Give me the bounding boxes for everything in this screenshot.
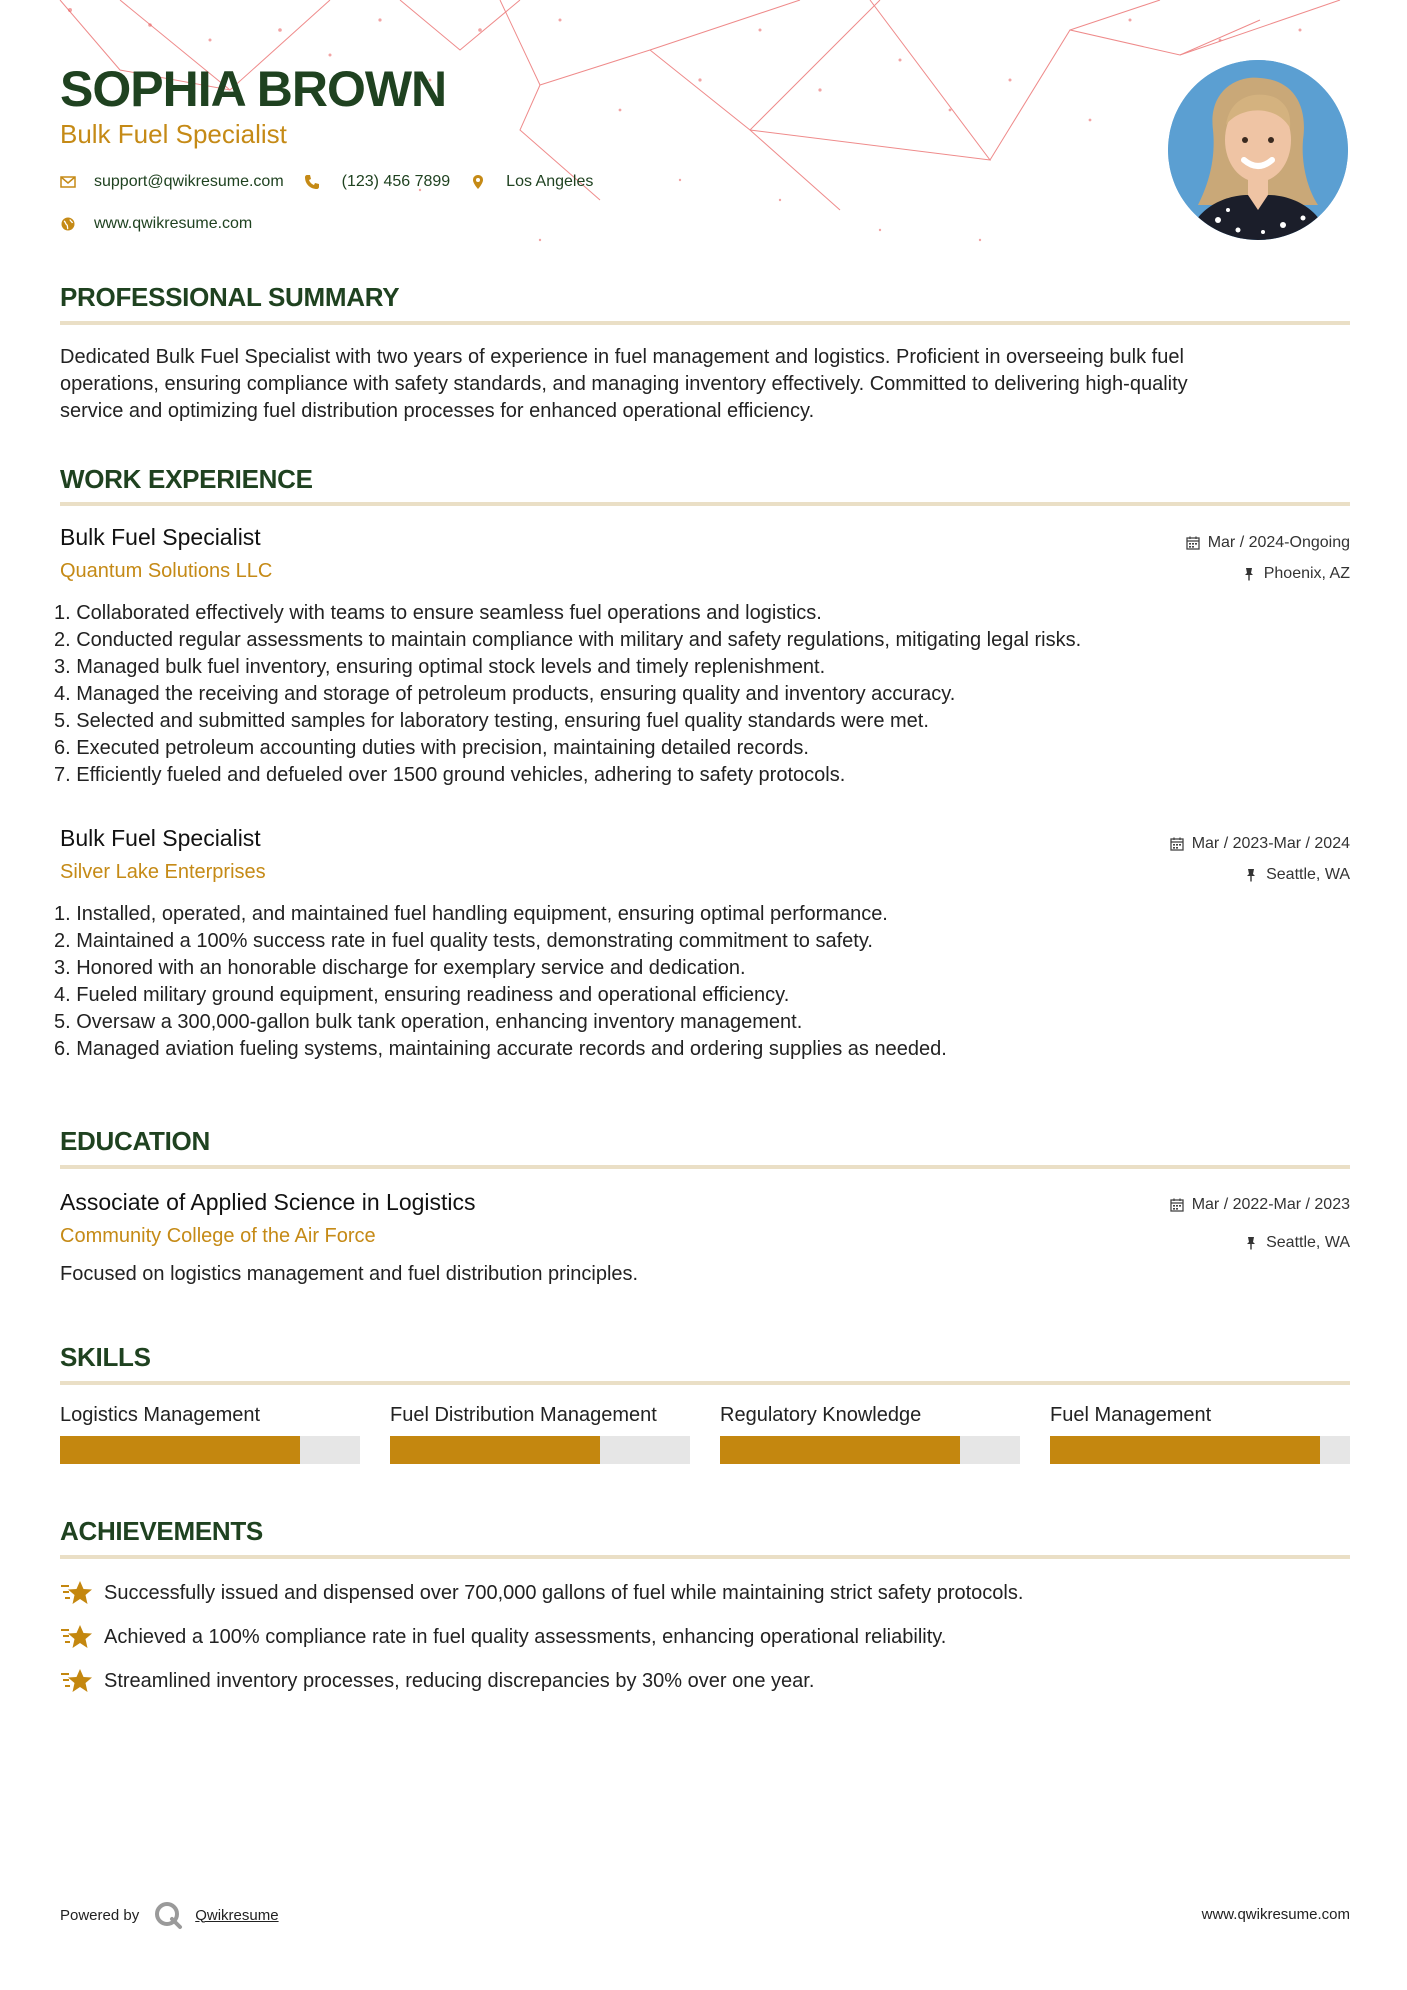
contact-website[interactable] (60, 215, 252, 233)
experience-heading: WORK EXPERIENCE (60, 464, 313, 494)
profile-photo (1168, 60, 1348, 240)
job-bullets (54, 901, 947, 1063)
contact-row-2 (60, 215, 272, 233)
job-dates (1186, 534, 1350, 552)
pushpin-icon (1242, 567, 1256, 581)
website-text: www.qwikresume.com (94, 215, 253, 232)
list-item: 3. Managed bulk fuel inventory, ensuring optimal stock levels and timely replenishment. (54, 656, 826, 678)
calendar-icon (1170, 1198, 1184, 1212)
job-location-text: Phoenix, AZ (1263, 565, 1350, 582)
list-item: 5. Selected and submitted samples for laboratory testing, ensuring fuel quality standards were met. (54, 710, 929, 732)
phone-icon (304, 174, 320, 190)
footer-url[interactable]: www.qwikresume.com (1201, 1906, 1350, 1923)
education-heading: EDUCATION (60, 1126, 210, 1156)
list-item: 1. Collaborated effectively with teams to ensure seamless fuel operations and logistics. (54, 602, 822, 624)
calendar-icon (1170, 837, 1184, 851)
skill-bar (1050, 1436, 1350, 1464)
summary-line: operations, ensuring compliance with safety standards, and managing inventory effectively. Committed to delivering high-quality (60, 373, 1188, 395)
education-location (1244, 1234, 1350, 1252)
list-item: 7. Efficiently fueled and defueled over 1500 ground vehicles, adhering to safety protocols. (54, 764, 846, 786)
degree: Associate of Applied Science in Logistics (60, 1189, 476, 1215)
list-item: 2. Conducted regular assessments to maintain compliance with military and safety regulations, mitigating legal risks. (54, 629, 1082, 651)
education-location-text: Seattle, WA (1266, 1234, 1350, 1251)
footer-powered-by (60, 1900, 279, 1930)
achievement-item (60, 1578, 1023, 1608)
summary-text (60, 344, 1350, 425)
list-item: 6. Managed aviation fueling systems, maintaining accurate records and ordering supplies as needed. (54, 1038, 947, 1060)
qwikresume-link[interactable]: Qwikresume (195, 1906, 279, 1924)
summary-divider (60, 321, 1350, 325)
candidate-name: SOPHIA BROWN (60, 61, 447, 117)
list-item: 1. Installed, operated, and maintained fuel handling equipment, ensuring optimal performance. (54, 903, 888, 925)
skill-name: Logistics Management (60, 1404, 261, 1426)
star-icon (60, 1578, 94, 1608)
job-location-text: Seattle, WA (1266, 866, 1350, 883)
contact-email[interactable] (60, 173, 284, 191)
contact-location (470, 173, 593, 191)
job-dates-text: Mar / 2023-Mar / 2024 (1191, 835, 1350, 852)
education-dates-text: Mar / 2022-Mar / 2023 (1191, 1196, 1350, 1213)
school: Community College of the Air Force (60, 1225, 376, 1247)
skill-name: Fuel Management (1050, 1404, 1212, 1426)
achievement-item (60, 1622, 946, 1652)
achievements-divider (60, 1555, 1350, 1559)
job-role: Bulk Fuel Specialist (60, 825, 261, 851)
skills-divider (60, 1381, 1350, 1385)
contact-row-1 (60, 173, 613, 191)
skill-bar (390, 1436, 690, 1464)
skill-bar (60, 1436, 360, 1464)
qwikresume-logo-icon (153, 1900, 183, 1930)
job-company: Silver Lake Enterprises (60, 861, 266, 883)
map-pin-icon (470, 174, 486, 190)
job-location (1242, 565, 1350, 583)
education-dates (1170, 1196, 1350, 1214)
job-location (1244, 866, 1350, 884)
list-item: 4. Fueled military ground equipment, ensuring readiness and operational efficiency. (54, 984, 790, 1006)
skills-heading: SKILLS (60, 1342, 151, 1372)
summary-line: service and optimizing fuel distribution processes for enhanced operational efficiency. (60, 400, 815, 422)
education-description: Focused on logistics management and fuel distribution principles. (60, 1263, 639, 1285)
avatar-illustration (1168, 60, 1348, 240)
summary-heading: PROFESSIONAL SUMMARY (60, 282, 400, 312)
list-item: 2. Maintained a 100% success rate in fuel quality tests, demonstrating commitment to safety. (54, 930, 873, 952)
list-item: 5. Oversaw a 300,000-gallon bulk tank operation, enhancing inventory management. (54, 1011, 803, 1033)
achievements-heading: ACHIEVEMENTS (60, 1516, 263, 1546)
skill-level-fill (1050, 1436, 1320, 1464)
email-text: support@qwikresume.com (94, 173, 284, 190)
pushpin-icon (1244, 868, 1258, 882)
job-bullets (54, 600, 1081, 789)
calendar-icon (1186, 536, 1200, 550)
skill-level-fill (390, 1436, 600, 1464)
candidate-title: Bulk Fuel Specialist (60, 119, 287, 149)
skill-name: Fuel Distribution Management (390, 1404, 657, 1426)
star-icon (60, 1666, 94, 1696)
envelope-icon (60, 174, 76, 190)
pushpin-icon (1244, 1236, 1258, 1250)
phone-text: (123) 456 7899 (341, 173, 451, 190)
education-divider (60, 1165, 1350, 1169)
contact-phone[interactable] (304, 173, 451, 191)
skill-name: Regulatory Knowledge (720, 1404, 922, 1426)
experience-divider (60, 502, 1350, 506)
skill-level-fill (60, 1436, 300, 1464)
achievement-text: Achieved a 100% compliance rate in fuel quality assessments, enhancing operational reliability. (104, 1625, 947, 1648)
star-icon (60, 1622, 94, 1652)
achievement-text: Successfully issued and dispensed over 700,000 gallons of fuel while maintaining strict safety protocols. (104, 1581, 1024, 1604)
summary-line: Dedicated Bulk Fuel Specialist with two years of experience in fuel management and logistics. Proficient in overseeing bulk fuel (60, 346, 1184, 368)
location-text: Los Angeles (506, 173, 594, 190)
job-company: Quantum Solutions LLC (60, 560, 273, 582)
list-item: 6. Executed petroleum accounting duties with precision, maintaining detailed records. (54, 737, 809, 759)
list-item: 4. Managed the receiving and storage of petroleum products, ensuring quality and inventory accuracy. (54, 683, 956, 705)
list-item: 3. Honored with an honorable discharge for exemplary service and dedication. (54, 957, 746, 979)
achievement-text: Streamlined inventory processes, reducing discrepancies by 30% over one year. (104, 1669, 815, 1692)
job-dates-text: Mar / 2024-Ongoing (1207, 534, 1350, 551)
skill-bar (720, 1436, 1020, 1464)
job-dates (1170, 835, 1350, 853)
powered-by-label: Powered by (60, 1906, 140, 1924)
skill-level-fill (720, 1436, 960, 1464)
achievement-item (60, 1666, 814, 1696)
globe-icon (60, 216, 76, 232)
job-role: Bulk Fuel Specialist (60, 524, 261, 550)
